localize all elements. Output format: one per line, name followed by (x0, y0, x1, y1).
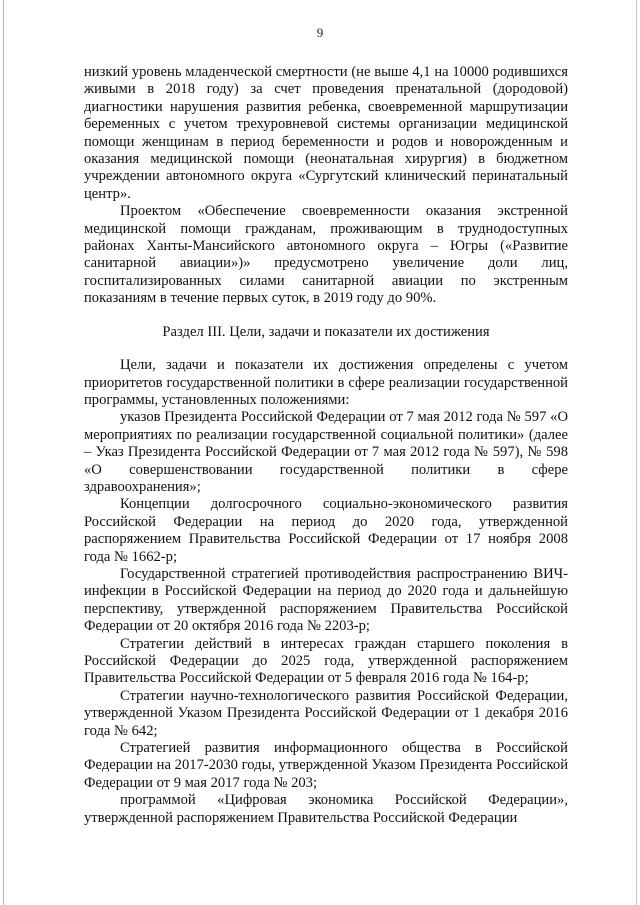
document-body (84, 64, 568, 827)
paragraph: Стратегии научно-технологического развития Российской Федерации, утвержденной Указом Президента Российской Федерации от 1 декабря 2016 года № 642; (84, 687, 568, 739)
paragraph: программой «Цифровая экономика Российской Федерации», утвержденной распоряжением Правительства Российской Федерации (84, 792, 568, 826)
paragraph: Цели, задачи и показатели их достижения определены с учетом приоритетов государственной политики в сфере реализации государственной программы, установленных положениями: (84, 357, 568, 408)
paragraph: Стратегии действий в интересах граждан старшего поколения в Российской Федерации до 2025 года, утвержденной распоряжением Правительства Российской Федерации от 5 февраля 2016 года № 164-р; (84, 635, 568, 687)
paragraph: Стратегией развития информационного общества в Российской Федерации на 2017-2030 годы, утвержденной Указом Президента Российской Федерации от 9 мая 2017 года № 203; (84, 740, 568, 791)
paragraph: Концепции долгосрочного социально-экономического развития Российской Федерации на период до 2020 года, утвержденной распоряжением Правительства Российской Федерации от 17 ноября 2008 года № 1662-р; (84, 496, 568, 565)
paragraph: Проектом «Обеспечение своевременности оказания экстренной медицинской помощи гражданам, проживающим в труднодоступных районах Ханты-Мансийского автономного округа – Югры («Развитие санитарной авиации»)» предусмотрено увеличение доли лиц, госпитализированных силами санитарной авиации по экстренным показаниям в течение первых суток, в 2019 году до 90%. (84, 203, 568, 307)
paragraph: низкий уровень младенческой смертности (не выше 4,1 на 10000 родившихся живыми в 2018 году) за счет проведения пренатальной (дородовой) диагностики нарушения развития ребенка, своевременной маршрутизации беременных с учетом трехуровневой системы организации медицинской помощи женщинам в период беременности и родов и новорожденным и оказания медицинской помощи (неонатальная хирургия) в бюджетном учреждении автономного округа «Сургутский клинический перинатальный центр». (84, 64, 568, 202)
paragraph: Государственной стратегией противодействия распространению ВИЧ-инфекции в Российской Федерации на период до 2020 года и дальнейшую перспективу, утвержденной распоряжением Правительства Российской Федерации от 20 октября 2016 года № 2203-р; (84, 565, 568, 635)
page-number: 9 (316, 25, 324, 40)
section-heading: Раздел III. Цели, задачи и показатели их достижения (162, 323, 490, 340)
paragraph: указов Президента Российской Федерации от 7 мая 2012 года № 597 «О мероприятиях по реализации государственной социальной политики» (далее – Указ Президента Российской Федерации от 7 мая 2012 года № 597), № 598 «О совершенствовании государственной политики в сфере здравоохранения»; (84, 409, 568, 495)
scan-edge-left (3, 0, 4, 905)
scan-edge-right (636, 0, 637, 905)
